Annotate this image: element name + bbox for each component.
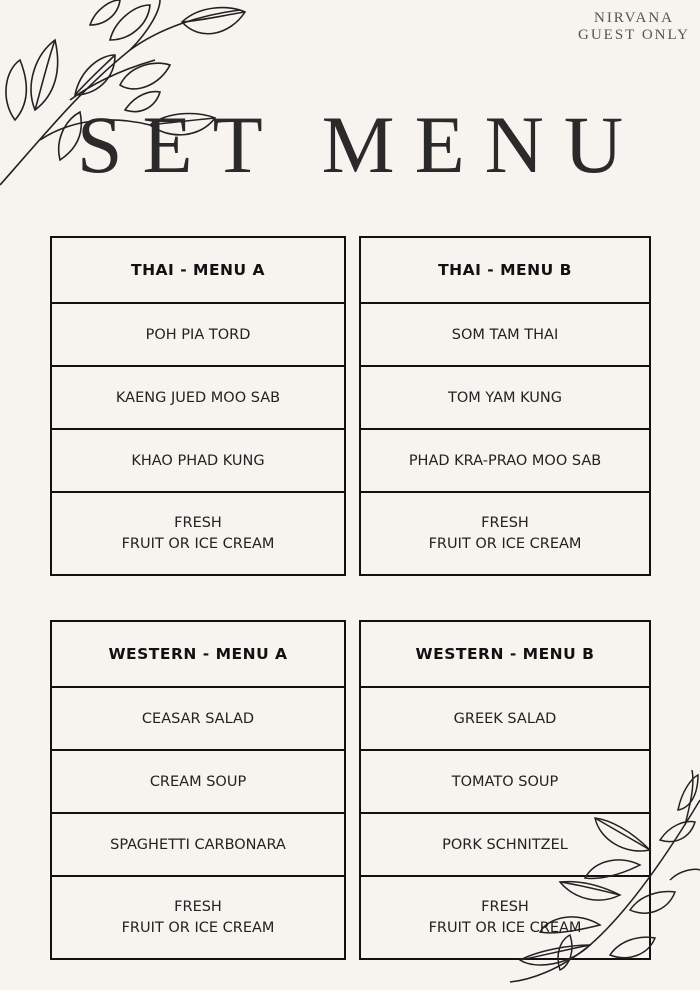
menu-title: THAI - MENU B	[438, 261, 572, 279]
dessert-line: FRESH	[174, 898, 222, 915]
menu-title: WESTERN - MENU B	[415, 645, 595, 663]
page-title: SET MENU	[76, 99, 644, 190]
menu-title: THAI - MENU A	[131, 261, 265, 279]
menu-card-thai-a	[50, 236, 346, 576]
menu-dessert	[52, 491, 344, 574]
menu-item: CREAM SOUP	[52, 749, 344, 812]
dessert-line: FRUIT OR ICE CREAM	[121, 919, 275, 936]
dessert-line: FRUIT OR ICE CREAM	[428, 535, 582, 552]
menu-item: PORK SCHNITZEL	[361, 812, 649, 875]
menu-item: SOM TAM THAI	[361, 302, 649, 365]
dessert-line: FRUIT OR ICE CREAM	[121, 535, 275, 552]
dessert-line: FRESH	[481, 898, 529, 915]
menu-dessert	[52, 875, 344, 958]
leaf-branch-bottom-right-icon	[500, 770, 700, 990]
menu-item: PHAD KRA-PRAO MOO SAB	[361, 428, 649, 491]
menu-card-thai-b	[359, 236, 651, 576]
menu-item: SPAGHETTI CARBONARA	[52, 812, 344, 875]
menu-item: TOMATO SOUP	[361, 749, 649, 812]
menu-item: GREEK SALAD	[361, 686, 649, 749]
brand-name: NIRVANA	[593, 10, 675, 26]
menu-item: TOM YAM KUNG	[361, 365, 649, 428]
menu-title: WESTERN - MENU A	[108, 645, 288, 663]
brand-label	[578, 10, 690, 44]
brand-subtitle: GUEST ONLY	[578, 27, 690, 43]
menu-item: POH PIA TORD	[52, 302, 344, 365]
menu-card-western-a	[50, 620, 346, 960]
menu-item: CEASAR SALAD	[52, 686, 344, 749]
dessert-line: FRESH	[481, 514, 529, 531]
dessert-line: FRESH	[174, 514, 222, 531]
dessert-line: FRUIT OR ICE CREAM	[428, 919, 582, 936]
menu-item: KAENG JUED MOO SAB	[52, 365, 344, 428]
menu-dessert	[361, 491, 649, 574]
menu-item: KHAO PHAD KUNG	[52, 428, 344, 491]
